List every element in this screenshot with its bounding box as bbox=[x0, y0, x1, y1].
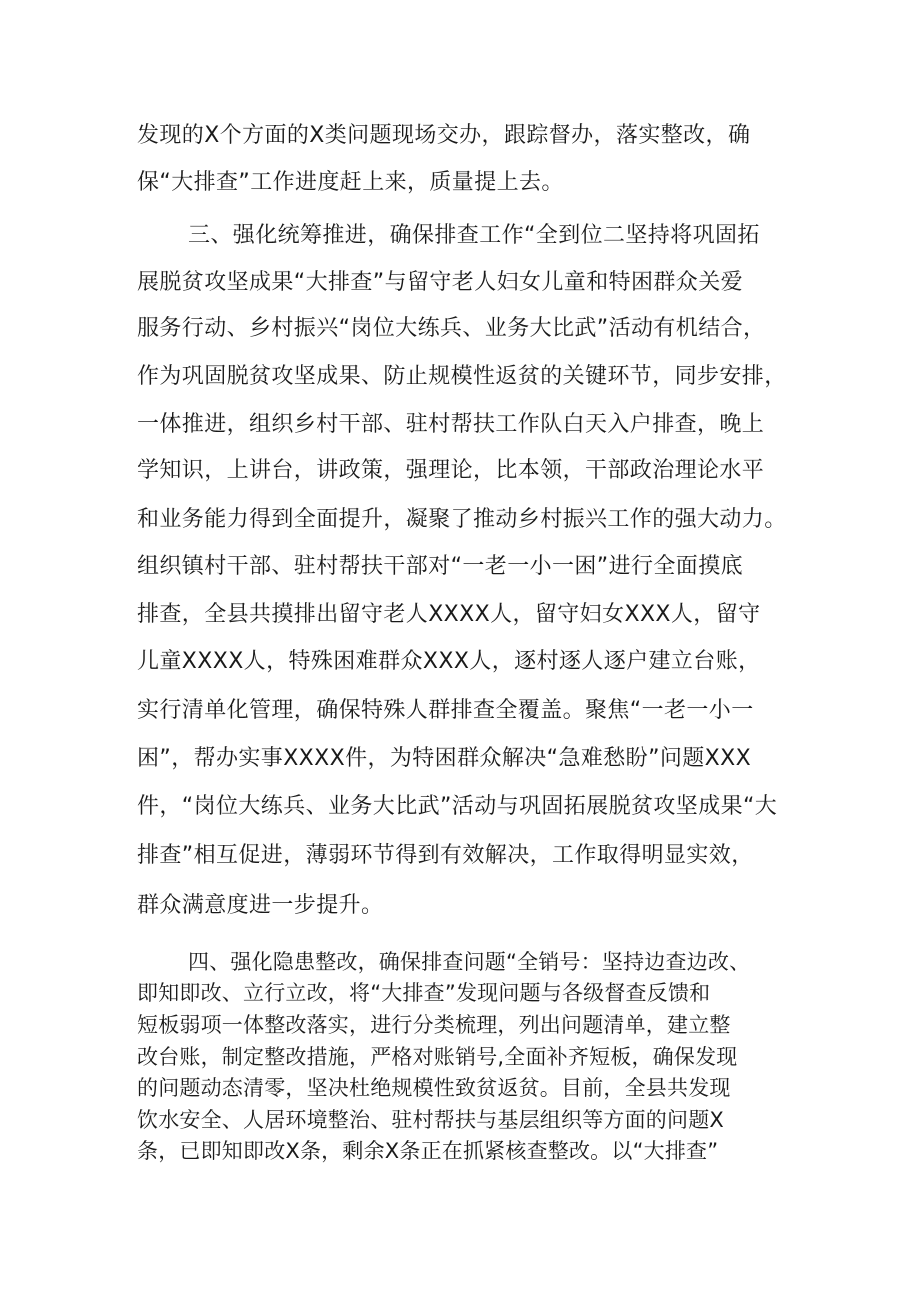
paragraph-line: 保“大排查”工作进度赶上来，质量提上去。 bbox=[137, 170, 564, 195]
paragraph-line: 一体推进，组织乡村干部、驻村帮扶工作队白天入户排查，晚上 bbox=[137, 412, 765, 437]
paragraph-line: 作为巩固脱贫攻坚成果、防止规模性返贫的关键环节，同步安排， bbox=[137, 364, 787, 389]
paragraph-line: 和业务能力得到全面提升，凝聚了推动乡村振兴工作的强大动力。 bbox=[137, 507, 787, 532]
paragraph-line: 改台账，制定整改措施，严格对账销号,全面补齐短板，确保发现 bbox=[137, 1045, 738, 1069]
paragraph-line: 实行清单化管理，确保特殊人群排查全覆盖。聚焦“一老一小一 bbox=[137, 698, 754, 723]
paragraph-line: 短板弱项一体整改落实，进行分类梳理，列出问题清单，建立整 bbox=[137, 1013, 731, 1037]
paragraph-line: 件，“岗位大练兵、业务大比武”活动与巩固拓展脱贫攻坚成果“大 bbox=[137, 794, 778, 819]
paragraph-line: 饮水安全、人居环境整治、驻村帮扶与基层组织等方面的问题X bbox=[137, 1108, 724, 1132]
paragraph-line: 三、强化统筹推进，确保排查工作“全到位二坚持将巩固拓 bbox=[188, 223, 760, 248]
paragraph-line: 学知识，上讲台，讲政策，强理论，比本领，干部政治理论水平 bbox=[137, 458, 765, 483]
paragraph-line: 群众满意度进一步提升。 bbox=[137, 893, 384, 918]
paragraph-line: 四、强化隐患整改，确保排查问题“全销号：坚持边查边改、 bbox=[188, 950, 751, 974]
paragraph-line: 展脱贫攻坚成果“大排查”与留守老人妇女儿童和特困群众关爱 bbox=[137, 270, 743, 295]
paragraph-line: 组织镇村干部、驻村帮扶干部对“一老一小一困”进行全面摸底 bbox=[137, 554, 743, 579]
paragraph-line: 困”，帮办实事XXXX件，为特困群众解决“急难愁盼”问题XXX bbox=[137, 746, 752, 771]
paragraph-line: 条，已即知即改X条，剩余X条正在抓紧核查整改。以“大排查” bbox=[137, 1139, 719, 1163]
paragraph-line: 即知即改、立行立改，将“大排查”发现问题与各级督查反馈和 bbox=[137, 981, 711, 1005]
paragraph-line: 儿童XXXX人，特殊困难群众XXX人，逐村逐人逐户建立台账， bbox=[137, 649, 761, 674]
paragraph-line: 排查”相互促进，薄弱环节得到有效解决，工作取得明显实效， bbox=[137, 843, 754, 868]
paragraph-line: 发现的X个方面的X类问题现场交办，跟踪督办，落实整改，确 bbox=[137, 123, 751, 148]
paragraph-line: 排查，全县共摸排出留守老人XXXX人，留守妇女XXX人，留守 bbox=[137, 602, 761, 627]
paragraph-line: 的问题动态清零，坚决杜绝规模性致贫返贫。目前，全县共发现 bbox=[137, 1076, 731, 1100]
paragraph-line: 服务行动、乡村振兴“岗位大练兵、业务大比武”活动有机结合， bbox=[137, 316, 766, 341]
